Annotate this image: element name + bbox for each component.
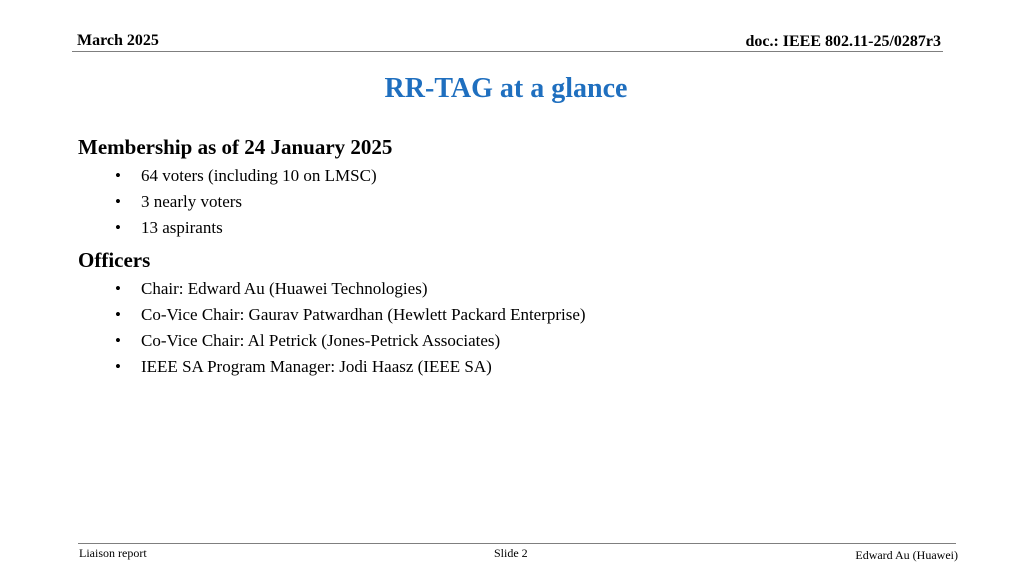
list-item: [115, 189, 958, 215]
list-item: [115, 354, 958, 380]
list-item-text: Co-Vice Chair: Gaurav Patwardhan (Hewlett Packard Enterprise): [141, 305, 586, 324]
list-item-text: IEEE SA Program Manager: Jodi Haasz (IEEE SA): [141, 357, 492, 376]
list-item: [115, 163, 958, 189]
list-item-text: 3 nearly voters: [141, 192, 243, 211]
footer-divider: [78, 543, 956, 544]
list-item-text: Co-Vice Chair: Al Petrick (Jones-Petrick Associates): [141, 331, 501, 350]
bullet-icon: •: [115, 357, 121, 376]
bullet-icon: •: [115, 305, 121, 324]
bullet-icon: •: [115, 166, 121, 185]
bullet-icon: •: [115, 218, 121, 237]
list-item-text: 64 voters (including 10 on LMSC): [141, 166, 377, 185]
footer-report-label: Liaison report: [79, 546, 147, 560]
header-date: March 2025: [77, 32, 159, 49]
footer-slide-number: Slide 2: [494, 546, 528, 560]
list-item-text: 13 aspirants: [141, 218, 223, 237]
list-item: [115, 328, 958, 354]
list-item: [115, 276, 958, 302]
membership-heading: Membership as of 24 January 2025: [78, 135, 393, 159]
slide-body: [78, 133, 958, 385]
footer-author: Edward Au (Huawei): [855, 548, 958, 562]
officers-list: [78, 276, 958, 380]
list-item: [115, 302, 958, 328]
header-doc-id: doc.: IEEE 802.11-25/0287r3: [745, 33, 941, 50]
officers-section: [78, 246, 958, 380]
bullet-icon: •: [115, 192, 121, 211]
officers-heading: Officers: [78, 248, 151, 272]
bullet-icon: •: [115, 279, 121, 298]
bullet-icon: •: [115, 331, 121, 350]
slide-title: RR-TAG at a glance: [384, 73, 628, 104]
list-item: [115, 215, 958, 241]
header-divider: [72, 51, 943, 52]
membership-list: [78, 163, 958, 241]
list-item-text: Chair: Edward Au (Huawei Technologies): [141, 279, 428, 298]
membership-section: [78, 133, 958, 241]
